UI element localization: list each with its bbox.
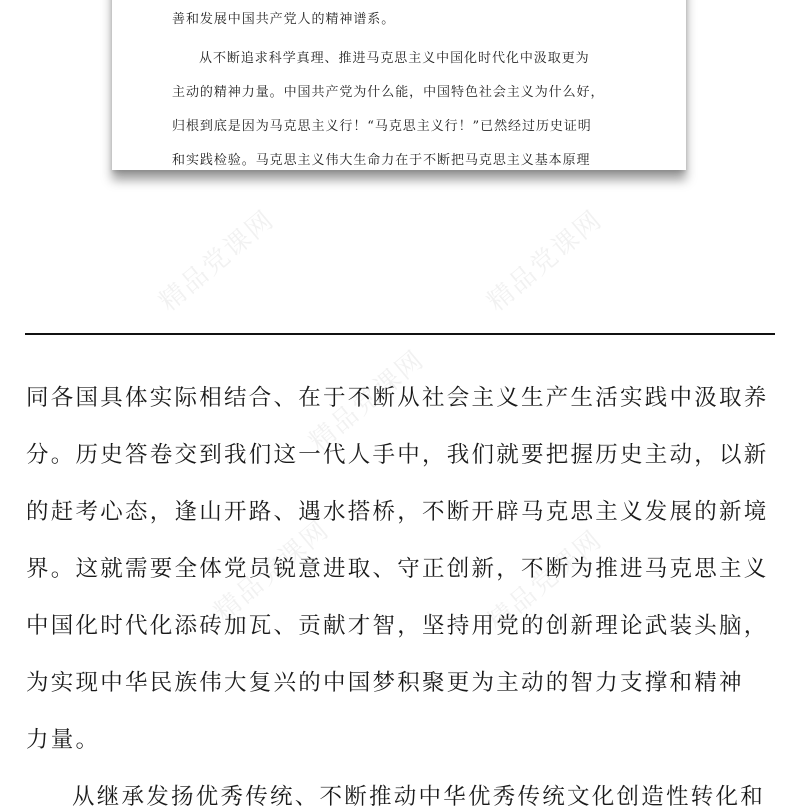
body-text-line: 为实现中华民族伟大复兴的中国梦积聚更为主动的智力支撑和精神	[26, 670, 744, 696]
watermark: 精品党课网	[208, 514, 336, 628]
body-text-line: 中国化时代化添砖加瓦、贡献才智，坚持用党的创新理论武装头脑，	[26, 613, 769, 639]
preview-line: 和实践检验。马克思主义伟大生命力在于不断把马克思主义基本原理	[172, 153, 591, 168]
preview-line: 从不断追求科学真理、推进马克思主义中国化时代化中汲取更为	[199, 51, 590, 66]
body-text-line: 界。这就需要全体党员锐意进取、守正创新，不断为推进马克思主义	[26, 556, 769, 582]
preview-line: 归根到底是因为马克思主义行！“马克思主义行！”已然经过历史证明	[172, 119, 592, 134]
section-divider	[25, 333, 775, 335]
body-text-line: 同各国具体实际相结合、在于不断从社会主义生产生活实践中汲取养	[26, 385, 769, 411]
watermark: 精品党课网	[481, 524, 609, 638]
preview-line: 主动的精神力量。中国共产党为什么能，中国特色社会主义为什么好，	[172, 85, 605, 100]
watermark: 精品党课网	[481, 204, 609, 318]
watermark: 精品党课网	[303, 344, 431, 458]
body-text-line: 从继承发扬优秀传统、不断推动中华优秀传统文化创造性转化和	[72, 784, 766, 810]
body-text-line: 力量。	[26, 727, 101, 753]
body-text-line: 的赶考心态，逢山开路、遇水搭桥，不断开辟马克思主义发展的新境	[26, 499, 769, 525]
document-preview-card	[112, 0, 686, 170]
body-text-line: 分。历史答卷交到我们这一代人手中，我们就要把握历史主动，以新	[26, 442, 769, 468]
preview-line: 善和发展中国共产党人的精神谱系。	[172, 12, 396, 27]
watermark: 精品党课网	[153, 204, 281, 318]
